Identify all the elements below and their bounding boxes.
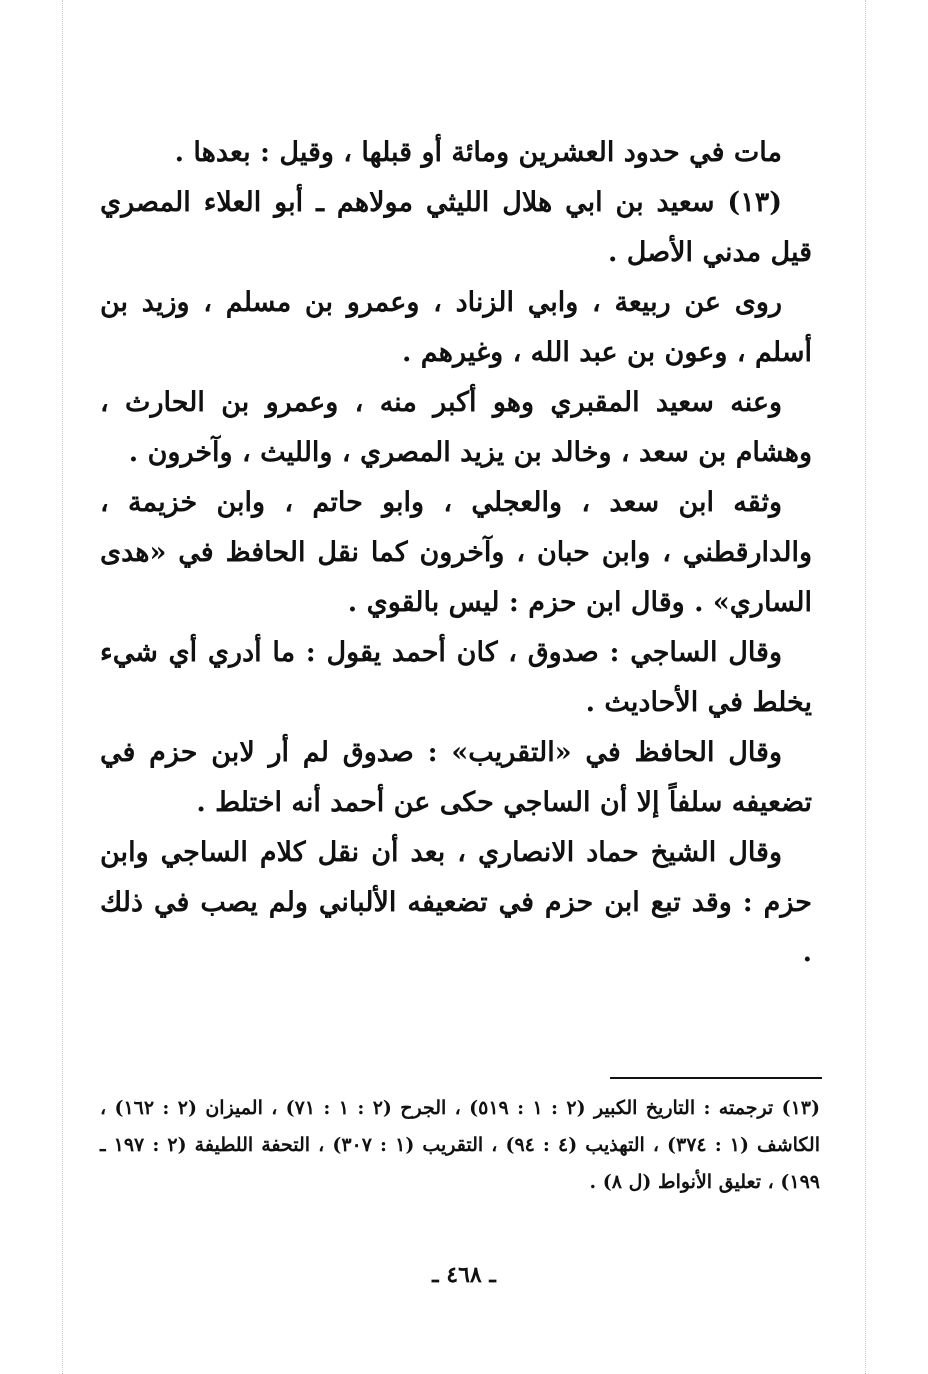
paragraph: وثقه ابن سعد ، والعجلي ، وابو حاتم ، وابن خزيمة ، والدارقطني ، وابن حبان ، وآخرون كما نقل الحافظ في «هدى الساري» . وقال ابن حزم : ليس بالقوي . — [100, 487, 812, 618]
scan-margin-line — [865, 0, 866, 1374]
paragraph: وقال الحافظ في «التقريب» : صدوق لم أر لابن حزم في تضعيفه سلفاً إلا أن الساجي حكى عن أحمد أنه اختلط . — [100, 737, 812, 818]
page-number: ـ ٤٦٨ ـ — [432, 1262, 496, 1288]
footnote: (١٣) ترجمته : التاريخ الكبير (٢ : ١ : ٥١٩) ، الجرح (٢ : ١ : ٧١) ، الميزان (٢ : ١٦٢) ، الكاشف (١ : ٣٧٤) ، التهذيب (٤ : ٩٤) ، التقريب (١ : ٣٠٧) ، التحفة اللطيفة (٢ : ١٩٧ ـ ١٩٩) ، تعليق الأنواط (ل ٨) . — [100, 1097, 820, 1193]
scan-margin-line — [62, 0, 63, 1374]
paragraph: وقال الشيخ حماد الانصاري ، بعد أن نقل كلام الساجي وابن حزم : وقد تبع ابن حزم في تضعيفه الألباني ولم يصب في ذلك . — [100, 837, 812, 968]
paragraph: روى عن ربيعة ، وابي الزناد ، وعمرو بن مسلم ، وزيد بن أسلم ، وعون بن عبد الله ، وغيرهم . — [100, 287, 812, 368]
paragraph: وعنه سعيد المقبري وهو أكبر منه ، وعمرو بن الحارث ، وهشام بن سعد ، وخالد بن يزيد المصري ، والليث ، وآخرون . — [100, 387, 812, 468]
paragraph: مات في حدود العشرين ومائة أو قبلها ، وقيل : بعدها . — [174, 137, 782, 168]
entry-heading: (١٣) سعيد بن ابي هلال الليثي مولاهم ـ أبو العلاء المصري قيل مدني الأصل . — [100, 187, 812, 268]
paragraph: وقال الساجي : صدوق ، كان أحمد يقول : ما أدري أي شيء يخلط في الأحاديث . — [100, 637, 812, 718]
main-text — [100, 128, 812, 978]
footnote-divider — [610, 1077, 822, 1079]
